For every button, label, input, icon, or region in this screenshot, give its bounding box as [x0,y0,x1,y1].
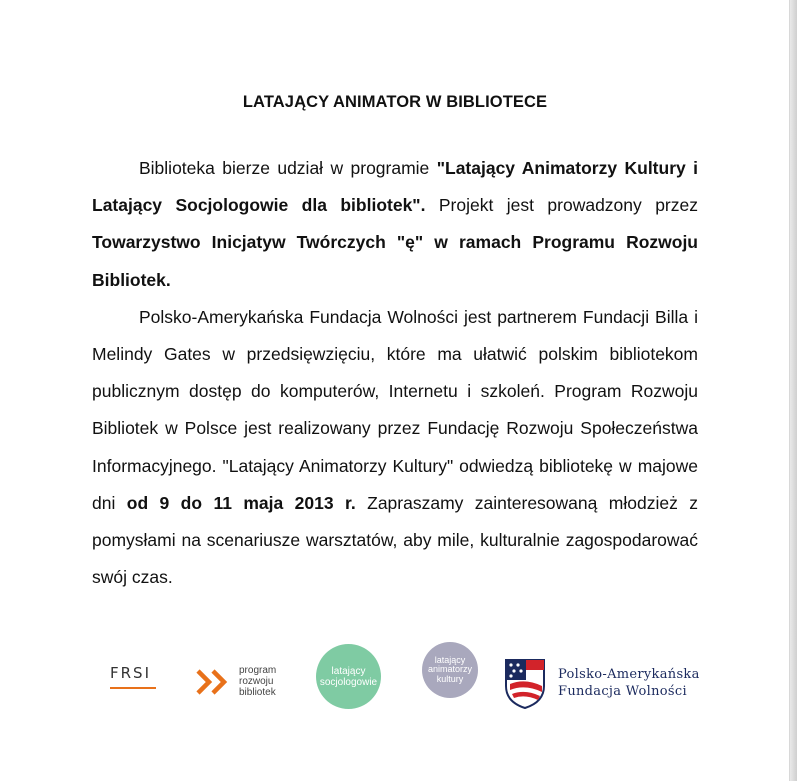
pafw-logo [502,656,700,715]
frsi-logo [110,664,156,689]
p2-text-1: Polsko-Amerykańska Fundacja Wolności jest partnerem Fundacji Billa i Melindy Gates w przedsięwzięciu, które ma ułatwić polskim bibliotekom publicznym dostęp do komputerów, Internetu i szkoleń. Program Rozwoju Bibliotek w Polsce jest realizowany przez Fundację Rozwoju Społeczeństwa Informacyjnego. "Latający Animatorzy Kultury" odwiedzą bibliotekę w majowe dni [92,306,698,513]
paragraph-2 [92,299,698,597]
p1-bold-organizer: Towarzystwo Inicjatyw Twórczych "ę" w ramach Programu Rozwoju Bibliotek. [92,232,698,290]
p2-bold-dates: od 9 do 11 maja 2013 r. [126,492,356,513]
anim-line-1: latający [434,654,466,665]
pafw-emblem-icon [502,656,548,710]
anim-line-3: kultury [436,673,464,684]
sponsor-logos [0,636,797,716]
frsi-logo-text: FRSI [110,664,151,682]
p2-text-2: Zapraszamy zainteresowaną młodzież z pomysłami na scenariusze warsztatów, aby mile, kulturalnie zagospodarować swój czas. [92,492,698,588]
p1-bold-program: "Latający Animatorzy Kultury i Latający Socjologowie dla bibliotek". [92,158,699,216]
latajacy-socjologowie-logo [316,644,381,709]
socjo-line-2: socjologowie [319,676,378,688]
prb-logo-text [239,665,276,698]
prb-line-2: rozwoju [239,676,274,687]
latajacy-animatorzy-logo [422,642,478,698]
anim-line-2: animatorzy [427,664,472,675]
pafw-line-1: Polsko-Amerykańska [558,667,700,682]
pafw-line-2: Fundacja Wolności [558,684,687,699]
p1-text-1: Biblioteka bierze udział w programie [139,158,437,178]
p1-text-2: Projekt jest prowadzony przez [425,195,698,216]
paragraph-1 [92,150,698,299]
double-chevron-icon [196,668,232,696]
pafw-logo-text [558,666,700,700]
prb-line-1: program [239,665,277,676]
document-page [92,93,698,596]
document-title: LATAJĄCY ANIMATOR W BIBLIOTECE [242,93,548,111]
frsi-logo-underline [110,687,156,689]
socjo-line-1: latający [331,665,366,677]
prb-line-3: bibliotek [239,687,276,698]
